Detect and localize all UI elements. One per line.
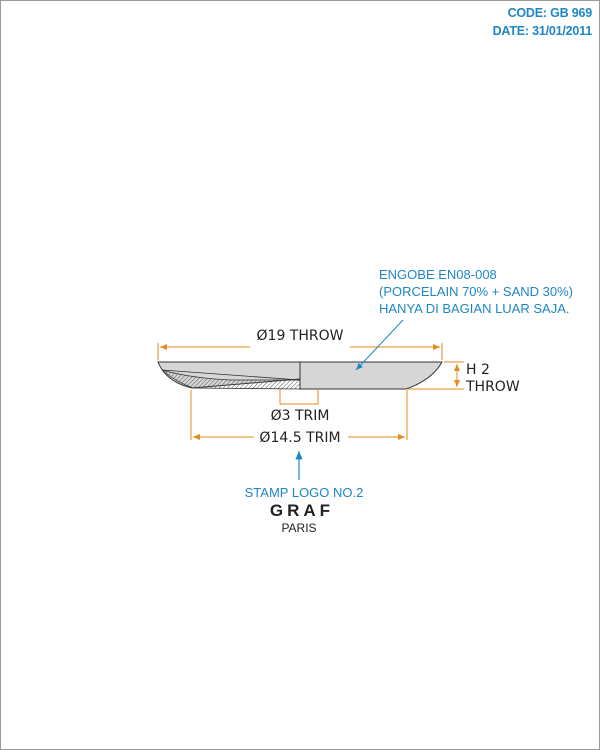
engobe-note-line2: (PORCELAIN 70% + SAND 30%) bbox=[379, 284, 573, 299]
dim-trim-outer-label: Ø14.5 TRIM bbox=[259, 430, 341, 446]
dim-trim-inner-label: Ø3 TRIM bbox=[270, 408, 330, 424]
dim-height-label-2: THROW bbox=[466, 379, 520, 395]
date-label: DATE: 31/01/2011 bbox=[492, 24, 592, 38]
engobe-note-line3: HANYA DI BAGIAN LUAR SAJA. bbox=[379, 301, 570, 316]
dim-trim-inner-box bbox=[280, 389, 318, 404]
engobe-note-line1: ENGOBE EN08-008 bbox=[379, 267, 497, 282]
stamp-city: PARIS bbox=[281, 521, 317, 535]
dim-height-label-1: H 2 bbox=[466, 362, 490, 378]
code-label: CODE: GB 969 bbox=[507, 6, 592, 20]
stamp-brand: GRAF bbox=[269, 501, 335, 520]
stamp-label: STAMP LOGO NO.2 bbox=[244, 485, 364, 500]
dim-outer-label: Ø19 THROW bbox=[256, 328, 344, 344]
